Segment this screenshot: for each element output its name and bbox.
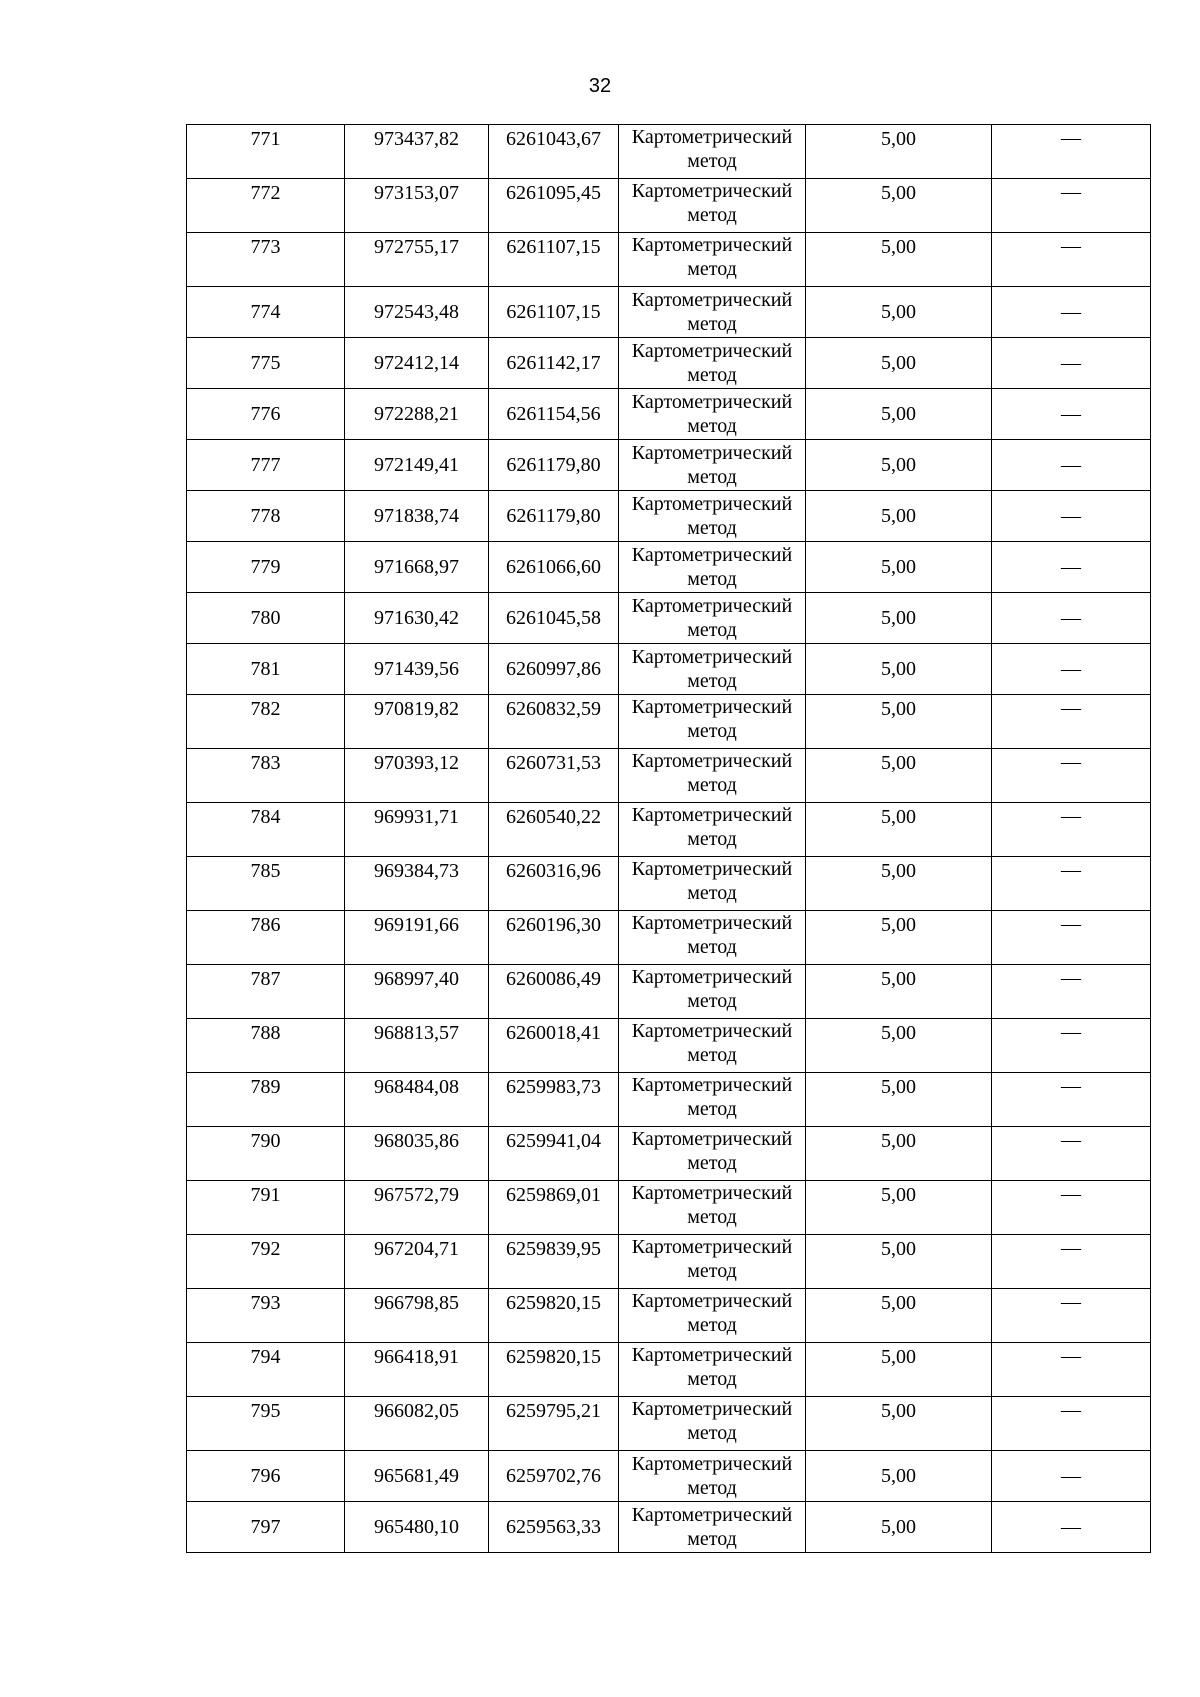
note-cell: — — [992, 1181, 1151, 1235]
method-label-line2: метод — [687, 619, 737, 641]
point-number-cell: 775 — [187, 338, 345, 389]
method-cell — [619, 287, 806, 338]
accuracy-cell: 5,00 — [806, 125, 992, 179]
method-label-line2: метод — [687, 466, 737, 488]
table-row — [187, 1235, 1151, 1289]
point-number-cell: 773 — [187, 233, 345, 287]
note-cell: — — [992, 125, 1151, 179]
method-cell — [619, 179, 806, 233]
method-cell — [619, 1502, 806, 1553]
accuracy-cell: 5,00 — [806, 1127, 992, 1181]
point-number-cell: 796 — [187, 1451, 345, 1502]
x-coordinate-cell: 969384,73 — [345, 857, 489, 911]
note-cell: — — [992, 1451, 1151, 1502]
y-coordinate-cell: 6260832,59 — [489, 695, 619, 749]
method-label-line1: Картометрический — [631, 180, 793, 202]
y-coordinate-cell: 6261179,80 — [489, 491, 619, 542]
method-cell — [619, 749, 806, 803]
note-cell: — — [992, 338, 1151, 389]
point-number-cell: 795 — [187, 1397, 345, 1451]
note-cell: — — [992, 491, 1151, 542]
method-label-line2: метод — [687, 670, 737, 692]
table-row — [187, 389, 1151, 440]
y-coordinate-cell: 6260196,30 — [489, 911, 619, 965]
method-cell — [619, 695, 806, 749]
method-label-line2: метод — [687, 1528, 737, 1550]
method-label-line1: Картометрический — [631, 912, 793, 934]
method-label-line1: Картометрический — [631, 750, 793, 772]
y-coordinate-cell: 6261154,56 — [489, 389, 619, 440]
method-label-line1: Картометрический — [631, 1344, 793, 1366]
method-label-line1: Картометрический — [631, 493, 793, 515]
method-label-line1: Картометрический — [631, 1020, 793, 1042]
accuracy-cell: 5,00 — [806, 1343, 992, 1397]
method-label-line1: Картометрический — [631, 1504, 793, 1526]
method-cell — [619, 542, 806, 593]
method-label-line2: метод — [687, 774, 737, 796]
point-number-cell: 786 — [187, 911, 345, 965]
accuracy-cell: 5,00 — [806, 491, 992, 542]
method-label-line2: метод — [687, 1477, 737, 1499]
method-label-line1: Картометрический — [631, 1182, 793, 1204]
accuracy-cell: 5,00 — [806, 1289, 992, 1343]
accuracy-cell: 5,00 — [806, 803, 992, 857]
note-cell: — — [992, 593, 1151, 644]
method-label-line2: метод — [687, 1044, 737, 1066]
method-cell — [619, 1181, 806, 1235]
point-number-cell: 792 — [187, 1235, 345, 1289]
accuracy-cell: 5,00 — [806, 389, 992, 440]
table-row — [187, 593, 1151, 644]
method-label-line2: метод — [687, 1422, 737, 1444]
method-label-line1: Картометрический — [631, 595, 793, 617]
method-cell — [619, 911, 806, 965]
method-label-line1: Картометрический — [631, 442, 793, 464]
table-row — [187, 179, 1151, 233]
y-coordinate-cell: 6261179,80 — [489, 440, 619, 491]
table-row — [187, 1019, 1151, 1073]
y-coordinate-cell: 6259563,33 — [489, 1502, 619, 1553]
y-coordinate-cell: 6259820,15 — [489, 1343, 619, 1397]
method-label-line2: метод — [687, 882, 737, 904]
x-coordinate-cell: 972543,48 — [345, 287, 489, 338]
y-coordinate-cell: 6261045,58 — [489, 593, 619, 644]
point-number-cell: 783 — [187, 749, 345, 803]
x-coordinate-cell: 973153,07 — [345, 179, 489, 233]
note-cell: — — [992, 389, 1151, 440]
y-coordinate-cell: 6259839,95 — [489, 1235, 619, 1289]
method-label-line1: Картометрический — [631, 696, 793, 718]
accuracy-cell: 5,00 — [806, 338, 992, 389]
table-row — [187, 749, 1151, 803]
accuracy-cell: 5,00 — [806, 749, 992, 803]
table-row — [187, 1073, 1151, 1127]
note-cell: — — [992, 1073, 1151, 1127]
method-cell — [619, 593, 806, 644]
method-label-line2: метод — [687, 1368, 737, 1390]
method-label-line1: Картометрический — [631, 966, 793, 988]
y-coordinate-cell: 6261107,15 — [489, 287, 619, 338]
method-cell — [619, 491, 806, 542]
y-coordinate-cell: 6261066,60 — [489, 542, 619, 593]
method-label-line2: метод — [687, 258, 737, 280]
accuracy-cell: 5,00 — [806, 1451, 992, 1502]
y-coordinate-cell: 6260997,86 — [489, 644, 619, 695]
y-coordinate-cell: 6260086,49 — [489, 965, 619, 1019]
accuracy-cell: 5,00 — [806, 440, 992, 491]
x-coordinate-cell: 967204,71 — [345, 1235, 489, 1289]
note-cell: — — [992, 233, 1151, 287]
method-label-line1: Картометрический — [631, 391, 793, 413]
note-cell: — — [992, 440, 1151, 491]
method-label-line2: метод — [687, 990, 737, 1012]
x-coordinate-cell: 966798,85 — [345, 1289, 489, 1343]
point-number-cell: 784 — [187, 803, 345, 857]
x-coordinate-cell: 969191,66 — [345, 911, 489, 965]
point-number-cell: 782 — [187, 695, 345, 749]
point-number-cell: 774 — [187, 287, 345, 338]
accuracy-cell: 5,00 — [806, 644, 992, 695]
x-coordinate-cell: 968813,57 — [345, 1019, 489, 1073]
x-coordinate-cell: 971630,42 — [345, 593, 489, 644]
x-coordinate-cell: 971668,97 — [345, 542, 489, 593]
method-label-line1: Картометрический — [631, 340, 793, 362]
table-row — [187, 965, 1151, 1019]
method-label-line1: Картометрический — [631, 544, 793, 566]
x-coordinate-cell: 966418,91 — [345, 1343, 489, 1397]
table-row — [187, 542, 1151, 593]
method-label-line2: метод — [687, 936, 737, 958]
method-cell — [619, 644, 806, 695]
point-number-cell: 789 — [187, 1073, 345, 1127]
point-number-cell: 797 — [187, 1502, 345, 1553]
method-label-line2: метод — [687, 720, 737, 742]
coordinates-table — [186, 124, 1151, 1553]
point-number-cell: 781 — [187, 644, 345, 695]
method-cell — [619, 125, 806, 179]
table-row — [187, 1289, 1151, 1343]
point-number-cell: 794 — [187, 1343, 345, 1397]
accuracy-cell: 5,00 — [806, 695, 992, 749]
y-coordinate-cell: 6261107,15 — [489, 233, 619, 287]
table-row — [187, 440, 1151, 491]
note-cell: — — [992, 965, 1151, 1019]
method-label-line1: Картометрический — [631, 234, 793, 256]
method-cell — [619, 1073, 806, 1127]
y-coordinate-cell: 6260018,41 — [489, 1019, 619, 1073]
table-row — [187, 1127, 1151, 1181]
point-number-cell: 787 — [187, 965, 345, 1019]
point-number-cell: 788 — [187, 1019, 345, 1073]
x-coordinate-cell: 970819,82 — [345, 695, 489, 749]
point-number-cell: 780 — [187, 593, 345, 644]
method-cell — [619, 233, 806, 287]
accuracy-cell: 5,00 — [806, 1181, 992, 1235]
table-row — [187, 233, 1151, 287]
note-cell: — — [992, 749, 1151, 803]
method-cell — [619, 389, 806, 440]
method-label-line2: метод — [687, 364, 737, 386]
method-label-line2: метод — [687, 517, 737, 539]
y-coordinate-cell: 6260540,22 — [489, 803, 619, 857]
point-number-cell: 791 — [187, 1181, 345, 1235]
table-row — [187, 287, 1151, 338]
x-coordinate-cell: 967572,79 — [345, 1181, 489, 1235]
method-label-line1: Картометрический — [631, 126, 793, 148]
accuracy-cell: 5,00 — [806, 179, 992, 233]
method-cell — [619, 1127, 806, 1181]
table-row — [187, 1181, 1151, 1235]
method-label-line1: Картометрический — [631, 1290, 793, 1312]
accuracy-cell: 5,00 — [806, 1235, 992, 1289]
x-coordinate-cell: 971838,74 — [345, 491, 489, 542]
x-coordinate-cell: 972149,41 — [345, 440, 489, 491]
x-coordinate-cell: 972755,17 — [345, 233, 489, 287]
accuracy-cell: 5,00 — [806, 1073, 992, 1127]
method-label-line2: метод — [687, 313, 737, 335]
note-cell: — — [992, 1289, 1151, 1343]
method-label-line2: метод — [687, 1314, 737, 1336]
x-coordinate-cell: 965681,49 — [345, 1451, 489, 1502]
y-coordinate-cell: 6259941,04 — [489, 1127, 619, 1181]
method-label-line1: Картометрический — [631, 1128, 793, 1150]
table-row — [187, 911, 1151, 965]
x-coordinate-cell: 965480,10 — [345, 1502, 489, 1553]
accuracy-cell: 5,00 — [806, 857, 992, 911]
x-coordinate-cell: 970393,12 — [345, 749, 489, 803]
method-label-line1: Картометрический — [631, 289, 793, 311]
point-number-cell: 778 — [187, 491, 345, 542]
accuracy-cell: 5,00 — [806, 965, 992, 1019]
method-cell — [619, 1343, 806, 1397]
x-coordinate-cell: 966082,05 — [345, 1397, 489, 1451]
x-coordinate-cell: 968035,86 — [345, 1127, 489, 1181]
point-number-cell: 772 — [187, 179, 345, 233]
method-label-line2: метод — [687, 1152, 737, 1174]
method-label-line1: Картометрический — [631, 646, 793, 668]
method-label-line1: Картометрический — [631, 1398, 793, 1420]
method-cell — [619, 1019, 806, 1073]
note-cell: — — [992, 911, 1151, 965]
x-coordinate-cell: 972412,14 — [345, 338, 489, 389]
method-cell — [619, 857, 806, 911]
accuracy-cell: 5,00 — [806, 1502, 992, 1553]
table-row — [187, 803, 1151, 857]
note-cell: — — [992, 695, 1151, 749]
y-coordinate-cell: 6260316,96 — [489, 857, 619, 911]
method-label-line2: метод — [687, 828, 737, 850]
method-label-line2: метод — [687, 1206, 737, 1228]
method-cell — [619, 338, 806, 389]
y-coordinate-cell: 6259869,01 — [489, 1181, 619, 1235]
coordinates-table-body — [187, 125, 1151, 1553]
page-number: 32 — [588, 75, 612, 97]
note-cell: — — [992, 803, 1151, 857]
method-label-line1: Картометрический — [631, 858, 793, 880]
y-coordinate-cell: 6259702,76 — [489, 1451, 619, 1502]
method-label-line1: Картометрический — [631, 1453, 793, 1475]
accuracy-cell: 5,00 — [806, 1397, 992, 1451]
method-label-line2: метод — [687, 150, 737, 172]
method-label-line2: метод — [687, 568, 737, 590]
y-coordinate-cell: 6261142,17 — [489, 338, 619, 389]
y-coordinate-cell: 6261095,45 — [489, 179, 619, 233]
method-label-line2: метод — [687, 1260, 737, 1282]
y-coordinate-cell: 6259795,21 — [489, 1397, 619, 1451]
point-number-cell: 777 — [187, 440, 345, 491]
table-row — [187, 338, 1151, 389]
note-cell: — — [992, 1019, 1151, 1073]
y-coordinate-cell: 6259983,73 — [489, 1073, 619, 1127]
note-cell: — — [992, 1127, 1151, 1181]
method-label-line2: метод — [687, 415, 737, 437]
x-coordinate-cell: 968997,40 — [345, 965, 489, 1019]
method-label-line1: Картометрический — [631, 1074, 793, 1096]
method-cell — [619, 803, 806, 857]
method-cell — [619, 965, 806, 1019]
method-label-line2: метод — [687, 1098, 737, 1120]
accuracy-cell: 5,00 — [806, 542, 992, 593]
accuracy-cell: 5,00 — [806, 233, 992, 287]
accuracy-cell: 5,00 — [806, 911, 992, 965]
note-cell: — — [992, 287, 1151, 338]
x-coordinate-cell: 972288,21 — [345, 389, 489, 440]
method-label-line2: метод — [687, 204, 737, 226]
x-coordinate-cell: 971439,56 — [345, 644, 489, 695]
method-cell — [619, 440, 806, 491]
table-row — [187, 857, 1151, 911]
note-cell: — — [992, 542, 1151, 593]
method-cell — [619, 1451, 806, 1502]
point-number-cell: 779 — [187, 542, 345, 593]
note-cell: — — [992, 1235, 1151, 1289]
table-row — [187, 1502, 1151, 1553]
table-row — [187, 491, 1151, 542]
note-cell: — — [992, 644, 1151, 695]
accuracy-cell: 5,00 — [806, 593, 992, 644]
y-coordinate-cell: 6260731,53 — [489, 749, 619, 803]
table-row — [187, 644, 1151, 695]
method-cell — [619, 1289, 806, 1343]
x-coordinate-cell: 969931,71 — [345, 803, 489, 857]
point-number-cell: 790 — [187, 1127, 345, 1181]
note-cell: — — [992, 1397, 1151, 1451]
point-number-cell: 785 — [187, 857, 345, 911]
note-cell: — — [992, 1502, 1151, 1553]
note-cell: — — [992, 179, 1151, 233]
method-cell — [619, 1235, 806, 1289]
accuracy-cell: 5,00 — [806, 1019, 992, 1073]
x-coordinate-cell: 968484,08 — [345, 1073, 489, 1127]
table-row — [187, 1343, 1151, 1397]
note-cell: — — [992, 1343, 1151, 1397]
table-row — [187, 1397, 1151, 1451]
point-number-cell: 776 — [187, 389, 345, 440]
point-number-cell: 793 — [187, 1289, 345, 1343]
point-number-cell: 771 — [187, 125, 345, 179]
table-row — [187, 695, 1151, 749]
method-label-line1: Картометрический — [631, 1236, 793, 1258]
table-row — [187, 1451, 1151, 1502]
method-cell — [619, 1397, 806, 1451]
method-label-line1: Картометрический — [631, 804, 793, 826]
y-coordinate-cell: 6259820,15 — [489, 1289, 619, 1343]
note-cell: — — [992, 857, 1151, 911]
table-row — [187, 125, 1151, 179]
y-coordinate-cell: 6261043,67 — [489, 125, 619, 179]
accuracy-cell: 5,00 — [806, 287, 992, 338]
x-coordinate-cell: 973437,82 — [345, 125, 489, 179]
